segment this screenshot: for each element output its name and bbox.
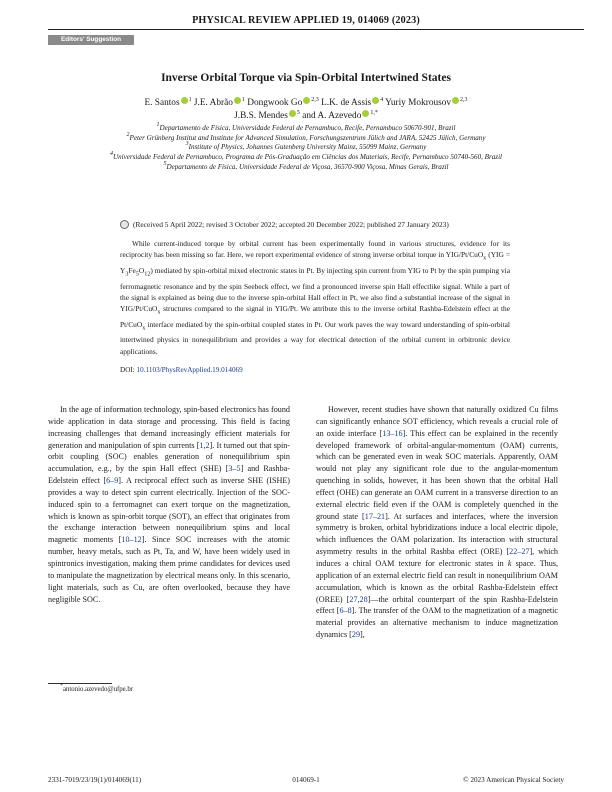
footer-issn: 2331-7019/23/19(1)/014069(11) <box>48 776 142 784</box>
body-text-run: However, recent studies have shown that naturally oxidized Cu films can significantly enhance SOT efficiency, which reveals a crucial role of an oxide interface [ <box>316 405 558 438</box>
affiliation: $^3$Institute of Physics, Johannes Gutenberg University Mainz, 55099 Mainz, Germany <box>185 141 427 152</box>
author-name[interactable]: J.B.S. Mendes <box>234 111 288 121</box>
orcid-icon[interactable] <box>452 97 459 104</box>
author-affil-sup: 1 <box>188 97 192 103</box>
orcid-icon[interactable] <box>303 97 310 104</box>
author-affil-sup: 5 <box>296 110 300 116</box>
doi-link[interactable]: 10.1103/PhysRevApplied.19.014069 <box>136 366 243 374</box>
header-rule <box>48 29 584 30</box>
citation-link[interactable]: 29 <box>351 630 361 640</box>
affiliations <box>84 124 528 173</box>
citation-link[interactable]: 1,2 <box>199 440 210 450</box>
body-text-run: In the age of information technology, spin-based electronics has found wide application in data storage and processing. This field is facing increasing challenges that demand increasingly efficient materials for generation and manipulation of spin currents [ <box>48 405 290 450</box>
affiliation: $^5$Departamento de Física, Universidade Federal de Viçosa, 36570-900 Viçosa, Minas Gerais, Brazil <box>163 160 449 171</box>
orcid-icon[interactable] <box>181 97 188 104</box>
body-text-run: ]—the orbital counterpart of the spin Rashba-Edelstein effect [ <box>316 594 558 616</box>
citation-link[interactable]: 10–12 <box>121 535 142 545</box>
corresponding-email-footnote: *antonio.azevedo@ufpe.br <box>60 683 134 693</box>
body-text-run: ] and Rashba-Edelstein effect [ <box>48 464 290 486</box>
received-text: (Received 5 April 2022; revised 3 October 2022; accepted 20 December 2022; published 27 January 2023) <box>133 220 449 229</box>
affiliation: $^1$Departamento de Física, Universidade Federal de Pernambuco, Recife, Pernambuco 50670-901, Brazil <box>156 122 456 132</box>
author-name[interactable]: Yuriy Mokrousov <box>385 98 452 108</box>
orcid-icon[interactable] <box>289 110 296 117</box>
author-list: E. Santos $^1$ J.E. Abrão $^1$ Dongwook Go $^{2,3}$ L.K. de Assis $^4$ Yuriy Mokrousov $^{2,3}$ J.B.S. Mendes $^5$ and A. Azevedo $^{1,*}$ <box>144 97 468 121</box>
footnote-rule <box>48 683 112 684</box>
body-text-run: ]. At surfaces and interfaces, where the inversion symmetry is broken, orbital hybridizations induce a local electric dipole, which influences the OAM polarization. Its interaction with structural asymmetry results in the orbital Rashba effect (ORE) [ <box>316 511 558 557</box>
author-name[interactable]: L.K. de Assis <box>321 98 372 108</box>
email-link[interactable]: antonio.azevedo@ufpe.br <box>63 686 134 693</box>
author-name[interactable]: J.E. Abrão <box>193 98 233 108</box>
affiliation: $^2$Peter Grünberg Institut and Institute for Advanced Simulation, Forschungszentrum Jülich and JARA, 52425 Jülich, Germany <box>126 131 486 142</box>
orcid-icon[interactable] <box>234 97 241 104</box>
editors-suggestion-badge: Editors' Suggestion <box>48 35 134 45</box>
footer-copyright: © 2023 American Physical Society <box>463 776 564 784</box>
body-text-run: ]. This effect can be explained in the recently developed framework of orbital-angular-momentum (OAM) currents, which can be generated even in weak SOC materials. Apparently, OAM would not play any significant role due to the angular-momentum quenching in solids, however, it has been shown that the orbital Hall effect (OHE) can generate an OAM current in a transverse direction to an external electric field even if the OAM is completely quenched in the ground state [ <box>316 428 558 521</box>
citation-link[interactable]: 6–8 <box>339 606 352 616</box>
doi-line <box>120 366 243 374</box>
author-affil-sup: 4 <box>380 97 384 103</box>
affiliation: $^4$Universidade Federal de Pernambuco, Programa de Pós-Graduação em Ciências dos Materiais, Recife, Pernambuco 50740-560, Brazil <box>109 151 503 162</box>
citation-link[interactable]: 13–16 <box>382 428 403 438</box>
received-dates <box>120 220 540 229</box>
orcid-icon[interactable] <box>372 97 379 104</box>
body-text-run: ]. Since SOC increases with the atomic number, heavy metals, such as Pt, Ta, and W, have been widely used in spintronics investigation, making them prime candidates for devices used to manipulate the magnetization by electrical means only. In this scenario, light materials, such as Cu, are often overlooked, because they have negligible SOC. <box>48 535 290 604</box>
author-affil-sup: 1 <box>241 97 245 103</box>
body-text-run: ]. A reciprocal effect such as inverse SHE (ISHE) provides a way to detect spin current electrically. Injection of the SOC-induced spin to a ferromagnet can exert torque on the magnetization, which is known as spin-orbit torque (SOT), an effect that originates from the exchange interaction between nonequilibrium spins and local magnetic moments [ <box>48 476 290 545</box>
citation-link[interactable]: 22–27 <box>509 547 530 557</box>
footer-page-number: 014069-1 <box>292 776 320 784</box>
body-text-run: ]. The transfer of the OAM to the magnetization of a magnetic material provides an alternative mechanism to induce magnetization dynamics [ <box>316 606 558 640</box>
author-affil-sup: 1,* <box>370 110 378 116</box>
italic-symbol: k <box>507 558 512 568</box>
citation-link[interactable]: 17–21 <box>364 511 386 521</box>
body-text-left-column <box>48 404 290 605</box>
body-text-run: space. Thus, application of an external electric field can result in nonequilibrium OAM accumulation, which is known as the orbital Rashba-Edelstein effect (OREE) [ <box>316 558 558 604</box>
orcid-icon[interactable] <box>362 110 369 117</box>
check-for-updates-icon[interactable] <box>120 220 129 229</box>
paper-title: Inverse Orbital Torque via Spin-Orbital Intertwined States <box>161 72 451 84</box>
citation-link[interactable]: 6–9 <box>106 476 119 486</box>
body-text-right-column <box>316 404 558 641</box>
body-text-run: ]. It turned out that spin-orbit coupling (SOC) enables generation of nonequilibrium spin accumulation, e.g., by the spin Hall effect (SHE) [ <box>48 440 290 474</box>
author-name[interactable]: E. Santos <box>144 98 180 108</box>
doi-label: DOI: <box>120 366 135 374</box>
author-name[interactable]: A. Azevedo <box>317 111 362 121</box>
journal-header: PHYSICAL REVIEW APPLIED 19, 014069 (2023) <box>192 15 420 26</box>
author-affil-sup: 2,3 <box>311 97 319 103</box>
author-affil-sup: 2,3 <box>460 97 468 103</box>
citation-link[interactable]: 27,28 <box>349 594 368 604</box>
author-name[interactable]: Dongwook Go <box>247 98 303 108</box>
citation-link[interactable]: 3–5 <box>228 464 241 474</box>
body-text-run: ], which induces a chiral OAM texture for electronic states in <box>316 547 558 568</box>
body-text-run: ], <box>360 630 365 640</box>
abstract: While current-induced torque by orbital current has been experimentally found in various structures, evidence for its reciprocity has been missing so far. Here, we report experimental evidence of strong inverse orbital torque in YIG/Pt/CuO$_x$ $(YIG = Y_3Fe_5O_{12})$ mediated by spin-orbital mixed electronic states in Pt. By injecting spin current from YIG to Pt by the spin pumping via ferromagnetic resonance and by the spin Seebeck effect, we find a pronounced inverse spin Hall effectlike signal. While a part of the signal is explained as being due to the inverse spin-orbital Hall effect in Pt, we also find a substantial increase of the signal in YIG/Pt/CuO$_x$ structures compared to the signal in YIG/Pt. We attribute this to the inverse orbital Rashba-Edelstein effect at the Pt/CuO$_x$ interface mediated by the spin-orbital coupled states in Pt. Our work paves the way toward understanding of spin-orbital intertwined physics in nonequilibrium and provides a way for electrical detection of the orbital current in orbitronic device applications. <box>120 239 510 356</box>
